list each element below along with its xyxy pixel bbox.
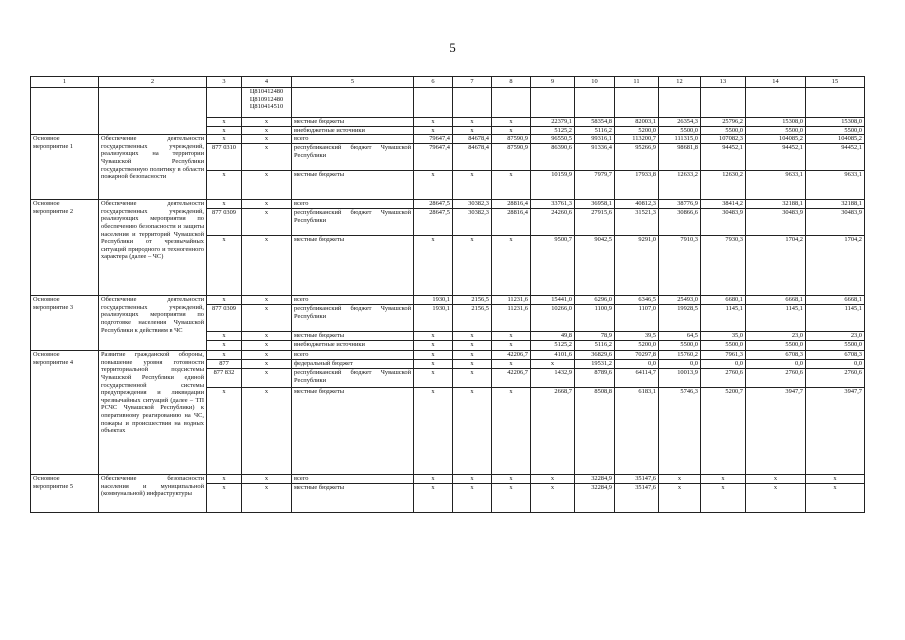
value-cell: 12633,2 [659, 171, 701, 200]
value-cell: 9500,7 [531, 236, 575, 296]
value-cell: x [492, 360, 531, 369]
value-cell: 2760,6 [701, 369, 746, 388]
value-cell: 0,0 [806, 360, 865, 369]
value-cell: 11231,6 [492, 305, 531, 332]
value-cell: 0,0 [746, 360, 806, 369]
value-cell: x [453, 475, 492, 484]
value-cell: x [207, 126, 242, 135]
value-cell: 32284,9 [575, 475, 615, 484]
funding-source-cell: всего [292, 351, 414, 360]
grbs-code-cell: 877 0309 [207, 209, 242, 236]
value-cell: 5500,0 [659, 341, 701, 351]
value-cell: 31521,3 [615, 209, 659, 236]
value-cell: 26354,3 [659, 118, 701, 127]
header-cell: 1 [31, 77, 99, 88]
value-cell: 5500,0 [806, 341, 865, 351]
value-cell: 94452,1 [746, 144, 806, 171]
grbs-code-cell: x [207, 135, 242, 144]
value-cell: 107082,3 [701, 135, 746, 144]
header-cell: 6 [414, 77, 453, 88]
value-cell: 5500,0 [701, 341, 746, 351]
page-number: 5 [449, 40, 456, 55]
value-cell: 7979,7 [575, 171, 615, 200]
empty-cell [701, 88, 746, 118]
grbs-code-cell: x [207, 388, 242, 475]
grbs-code-cell: x [207, 171, 242, 200]
value-cell: 42206,7 [492, 351, 531, 360]
value-cell: 9633,1 [806, 171, 865, 200]
value-cell: 15441,0 [531, 296, 575, 305]
value-cell: x [806, 484, 865, 513]
grbs-code-cell: 877 0310 [207, 144, 242, 171]
value-cell: x [414, 351, 453, 360]
target-code-cell: x [242, 144, 292, 171]
table-row [31, 88, 865, 118]
value-cell: 111315,0 [659, 135, 701, 144]
value-cell: 5200,0 [615, 341, 659, 351]
measure-label-cell: Основное мероприятие 5 [31, 475, 99, 513]
value-cell: 7930,3 [701, 236, 746, 296]
value-cell: 35147,6 [615, 475, 659, 484]
value-cell: 15308,0 [806, 118, 865, 127]
table-row [31, 135, 865, 144]
funding-source-cell: всего [292, 135, 414, 144]
value-cell: 5200,7 [701, 388, 746, 475]
value-cell: x [701, 475, 746, 484]
measure-desc-cell: Развитие гражданской обороны, повышение уровня готовности территориальной подсистемы Чувашской Республики единой государственной системы предупреждения и ликвидации чрезвычайных ситуаций (далее – ТП РСЧС Чувашской Республики) к оперативному реагированию на ЧС, пожары и происшествия на водных объектах [99, 351, 207, 475]
header-cell: 10 [575, 77, 615, 88]
value-cell: 79647,4 [414, 144, 453, 171]
value-cell: 1145,1 [806, 305, 865, 332]
value-cell: x [453, 126, 492, 135]
value-cell: 9042,5 [575, 236, 615, 296]
measure-desc-cell: Обеспечение деятельности государственных учреждений, реализующих мероприятия по обеспечению безопасности и защиты населения и территорий Чувашской Республики от чрезвычайных ситуаций природного и техногенного характера (далее – ЧС) [99, 200, 207, 296]
value-cell: x [453, 341, 492, 351]
header-cell: 8 [492, 77, 531, 88]
measure-label-cell: Основное мероприятие 1 [31, 135, 99, 200]
value-cell: x [207, 118, 242, 127]
value-cell: x [414, 388, 453, 475]
funding-source-cell: внебюджетные источники [292, 126, 414, 135]
value-cell: 12630,2 [701, 171, 746, 200]
value-cell: 30382,3 [453, 200, 492, 209]
value-cell: 33761,3 [531, 200, 575, 209]
target-code-cell: x [242, 341, 292, 351]
empty-cell [453, 88, 492, 118]
table-row [31, 475, 865, 484]
value-cell: 5500,0 [701, 126, 746, 135]
value-cell: 7961,3 [701, 351, 746, 360]
value-cell: 32188,1 [746, 200, 806, 209]
value-cell: 28647,5 [414, 209, 453, 236]
value-cell: 2760,6 [806, 369, 865, 388]
value-cell: x [701, 484, 746, 513]
value-cell: 2668,7 [531, 388, 575, 475]
value-cell: 5200,0 [615, 126, 659, 135]
value-cell: 7910,3 [659, 236, 701, 296]
value-cell: 84678,4 [453, 135, 492, 144]
value-cell: x [492, 171, 531, 200]
value-cell: 39,5 [615, 332, 659, 341]
target-code: Ц810912480 [249, 95, 284, 103]
value-cell: 15308,0 [746, 118, 806, 127]
funding-source-cell: республиканский бюджет Чувашской Республики [292, 209, 414, 236]
value-cell: 10266,0 [531, 305, 575, 332]
value-cell: 0,0 [659, 360, 701, 369]
value-cell: 91336,4 [575, 144, 615, 171]
value-cell: 42206,7 [492, 369, 531, 388]
value-cell: 5500,0 [659, 126, 701, 135]
value-cell: 22379,1 [531, 118, 575, 127]
value-cell: 84678,4 [453, 144, 492, 171]
value-cell: 64,5 [659, 332, 701, 341]
value-cell: 15760,2 [659, 351, 701, 360]
empty-cell [659, 88, 701, 118]
target-code: Ц810412480 [249, 88, 284, 95]
value-cell: x [492, 484, 531, 513]
value-cell: x [453, 484, 492, 513]
value-cell: x [414, 171, 453, 200]
target-code-cell [242, 88, 292, 118]
funding-source-cell: внебюджетные источники [292, 341, 414, 351]
value-cell: x [453, 388, 492, 475]
value-cell: 6680,1 [701, 296, 746, 305]
value-cell: 19531,2 [575, 360, 615, 369]
value-cell: x [453, 360, 492, 369]
grbs-code-cell: x [207, 341, 242, 351]
value-cell: 1930,1 [414, 296, 453, 305]
value-cell: 1704,2 [806, 236, 865, 296]
measure-label-cell: Основное мероприятие 4 [31, 351, 99, 475]
funding-source-cell: местные бюджеты [292, 236, 414, 296]
grbs-code-cell: x [207, 200, 242, 209]
value-cell: x [453, 236, 492, 296]
target-code-cell: x [242, 484, 292, 513]
value-cell: 30483,9 [701, 209, 746, 236]
value-cell: 87590,9 [492, 144, 531, 171]
header-cell: 15 [806, 77, 865, 88]
value-cell: x [414, 332, 453, 341]
value-cell: 28816,4 [492, 200, 531, 209]
value-cell: x [531, 475, 575, 484]
funding-source-cell: местные бюджеты [292, 484, 414, 513]
value-cell: 32188,1 [806, 200, 865, 209]
measure-label-cell: Основное мероприятие 3 [31, 296, 99, 351]
value-cell: 36829,6 [575, 351, 615, 360]
value-cell: 8508,8 [575, 388, 615, 475]
value-cell: 3947,7 [746, 388, 806, 475]
value-cell: x [659, 475, 701, 484]
target-code-cell: x [242, 296, 292, 305]
grbs-code-cell: x [207, 484, 242, 513]
funding-source-cell: республиканский бюджет Чувашской Республики [292, 144, 414, 171]
header-cell: 3 [207, 77, 242, 88]
funding-source-cell: всего [292, 200, 414, 209]
value-cell: 113200,7 [615, 135, 659, 144]
target-code-cell: x [242, 351, 292, 360]
value-cell: 95266,9 [615, 144, 659, 171]
value-cell: 36958,1 [575, 200, 615, 209]
value-cell: 1145,1 [701, 305, 746, 332]
value-cell: 3947,7 [806, 388, 865, 475]
value-cell: x [414, 126, 453, 135]
value-cell: 9291,0 [615, 236, 659, 296]
measure-desc-cell [99, 88, 207, 135]
value-cell: 86390,6 [531, 144, 575, 171]
funding-source-cell: федеральный бюджет [292, 360, 414, 369]
value-cell: 28647,5 [414, 200, 453, 209]
value-cell: 99316,1 [575, 135, 615, 144]
funding-source-cell: всего [292, 475, 414, 484]
value-cell: 5500,0 [746, 341, 806, 351]
value-cell: 70297,8 [615, 351, 659, 360]
value-cell: x [492, 341, 531, 351]
value-cell: 5500,0 [746, 126, 806, 135]
grbs-code-cell: x [207, 475, 242, 484]
value-cell: 19928,5 [659, 305, 701, 332]
empty-cell [414, 88, 453, 118]
value-cell: 24260,6 [531, 209, 575, 236]
grbs-code-cell: x [207, 332, 242, 341]
target-code-cell: x [242, 200, 292, 209]
value-cell: x [453, 332, 492, 341]
target-code-cell: x [242, 332, 292, 341]
target-code-cell: x [242, 305, 292, 332]
value-cell: 6296,0 [575, 296, 615, 305]
measure-label-cell [31, 88, 99, 135]
measure-desc-cell: Обеспечение безопасности населения и муниципальной (коммунальной) инфраструктуры [99, 475, 207, 513]
value-cell: 38414,2 [701, 200, 746, 209]
target-code-cell: x [242, 369, 292, 388]
value-cell: 6668,1 [806, 296, 865, 305]
value-cell: 98681,8 [659, 144, 701, 171]
value-cell: 1432,9 [531, 369, 575, 388]
measure-desc-cell: Обеспечение деятельности государственных учреждений, реализующих мероприятия по подготовке населения Чувашской Республики к действиям в ЧС [99, 296, 207, 351]
value-cell: 11231,6 [492, 296, 531, 305]
value-cell: 5746,3 [659, 388, 701, 475]
measure-label-cell: Основное мероприятие 2 [31, 200, 99, 296]
grbs-code-cell: x [207, 236, 242, 296]
value-cell: x [492, 332, 531, 341]
target-code-cell: x [242, 135, 292, 144]
value-cell: x [492, 475, 531, 484]
value-cell: 78,9 [575, 332, 615, 341]
value-cell: 49,8 [531, 332, 575, 341]
target-code-cell: x [242, 209, 292, 236]
value-cell: x [492, 118, 531, 127]
empty-cell [531, 88, 575, 118]
grbs-code-cell: 877 [207, 360, 242, 369]
grbs-code-cell: x [207, 296, 242, 305]
funding-source-cell: местные бюджеты [292, 332, 414, 341]
value-cell: x [242, 118, 292, 127]
table-row [31, 200, 865, 209]
value-cell: x [492, 126, 531, 135]
value-cell: 5500,0 [806, 126, 865, 135]
value-cell: 35,0 [701, 332, 746, 341]
value-cell: 30866,6 [659, 209, 701, 236]
funding-source-cell: местные бюджеты [292, 171, 414, 200]
value-cell: 30483,9 [806, 209, 865, 236]
value-cell: 64114,7 [615, 369, 659, 388]
value-cell: x [453, 171, 492, 200]
value-cell: 40812,3 [615, 200, 659, 209]
value-cell: 1100,9 [575, 305, 615, 332]
value-cell: 6708,3 [746, 351, 806, 360]
target-code-cell: x [242, 388, 292, 475]
value-cell: 17933,8 [615, 171, 659, 200]
header-row [31, 77, 865, 88]
funding-source-cell: местные бюджеты [292, 388, 414, 475]
value-cell: 5125,2 [531, 341, 575, 351]
grbs-code-cell: x [207, 351, 242, 360]
value-cell: 94452,1 [701, 144, 746, 171]
value-cell: 30382,3 [453, 209, 492, 236]
empty-cell [492, 88, 531, 118]
header-cell: 9 [531, 77, 575, 88]
value-cell: 0,0 [615, 360, 659, 369]
empty-cell [575, 88, 615, 118]
target-code-cell: x [242, 360, 292, 369]
value-cell: x [806, 475, 865, 484]
value-cell: 1107,0 [615, 305, 659, 332]
value-cell: 1145,1 [746, 305, 806, 332]
value-cell: 25796,2 [701, 118, 746, 127]
value-cell: 30483,9 [746, 209, 806, 236]
value-cell: 87590,9 [492, 135, 531, 144]
grbs-code-cell: 877 0309 [207, 305, 242, 332]
value-cell: 104085,2 [806, 135, 865, 144]
funding-source-cell: местные бюджеты [292, 118, 414, 127]
value-cell: x [414, 484, 453, 513]
value-cell: x [242, 126, 292, 135]
value-cell: 10159,9 [531, 171, 575, 200]
value-cell: 1930,1 [414, 305, 453, 332]
value-cell: 5116,2 [575, 126, 615, 135]
value-cell: 58354,8 [575, 118, 615, 127]
value-cell: 35147,6 [615, 484, 659, 513]
value-cell: x [453, 369, 492, 388]
value-cell: 32284,9 [575, 484, 615, 513]
value-cell: 0,0 [701, 360, 746, 369]
value-cell: x [659, 484, 701, 513]
table-row [31, 351, 865, 360]
value-cell: 6708,3 [806, 351, 865, 360]
value-cell: 96550,5 [531, 135, 575, 144]
value-cell: x [414, 475, 453, 484]
grbs-code-cell [207, 88, 242, 118]
header-cell: 12 [659, 77, 701, 88]
header-cell: 7 [453, 77, 492, 88]
funding-source-cell: республиканский бюджет Чувашской Республики [292, 369, 414, 388]
value-cell: x [453, 351, 492, 360]
value-cell: x [414, 236, 453, 296]
value-cell: 8789,6 [575, 369, 615, 388]
value-cell: 79647,4 [414, 135, 453, 144]
value-cell: 2156,5 [453, 296, 492, 305]
value-cell: x [414, 369, 453, 388]
value-cell: x [531, 484, 575, 513]
value-cell: 94452,1 [806, 144, 865, 171]
funding-source-cell: всего [292, 296, 414, 305]
table-row [31, 296, 865, 305]
value-cell: 6668,1 [746, 296, 806, 305]
target-code-cell: x [242, 236, 292, 296]
value-cell: x [453, 118, 492, 127]
value-cell: x [746, 475, 806, 484]
value-cell: 4101,6 [531, 351, 575, 360]
value-cell: 2760,6 [746, 369, 806, 388]
value-cell: 10013,9 [659, 369, 701, 388]
header-cell: 5 [292, 77, 414, 88]
header-cell: 11 [615, 77, 659, 88]
value-cell: 5116,2 [575, 341, 615, 351]
value-cell: 104085,2 [746, 135, 806, 144]
empty-cell [746, 88, 806, 118]
funding-source-cell: республиканский бюджет Чувашской Республики [292, 305, 414, 332]
target-code-cell: x [242, 475, 292, 484]
grbs-code-cell: 877 832 [207, 369, 242, 388]
measure-desc-cell: Обеспечение деятельности государственных учреждений, реализующих на территории Чувашской Республики государственную политику в области пожарной безопасности [99, 135, 207, 200]
header-cell: 14 [746, 77, 806, 88]
value-cell: 27915,6 [575, 209, 615, 236]
target-code: Ц810414510 [249, 103, 284, 111]
value-cell: 2156,5 [453, 305, 492, 332]
value-cell: 1704,2 [746, 236, 806, 296]
header-cell: 2 [99, 77, 207, 88]
value-cell: 23,0 [806, 332, 865, 341]
value-cell: 6346,5 [615, 296, 659, 305]
value-cell: x [746, 484, 806, 513]
value-cell: 28816,4 [492, 209, 531, 236]
value-cell: x [414, 341, 453, 351]
value-cell: 23,0 [746, 332, 806, 341]
header-cell: 13 [701, 77, 746, 88]
header-cell: 4 [242, 77, 292, 88]
empty-cell [292, 88, 414, 118]
empty-cell [806, 88, 865, 118]
target-code-cell: x [242, 171, 292, 200]
value-cell: x [492, 388, 531, 475]
value-cell: 82003,1 [615, 118, 659, 127]
value-cell: x [531, 360, 575, 369]
funding-table [30, 76, 865, 513]
value-cell: x [414, 360, 453, 369]
value-cell: 38776,9 [659, 200, 701, 209]
value-cell: 6183,1 [615, 388, 659, 475]
value-cell: 5125,2 [531, 126, 575, 135]
value-cell: 25493,0 [659, 296, 701, 305]
value-cell: x [414, 118, 453, 127]
value-cell: 9633,1 [746, 171, 806, 200]
empty-cell [615, 88, 659, 118]
value-cell: x [492, 236, 531, 296]
